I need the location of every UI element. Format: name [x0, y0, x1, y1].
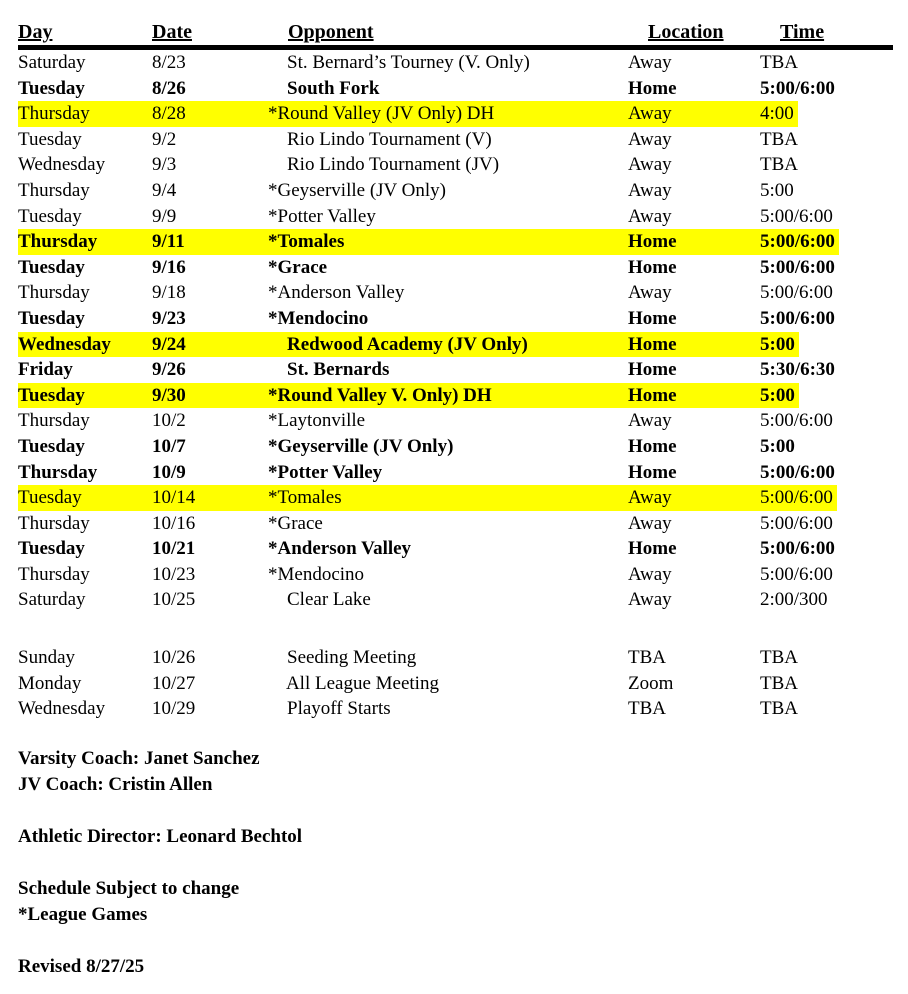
- day-cell: Wednesday: [18, 698, 106, 720]
- day-cell: Wednesday: [18, 154, 106, 176]
- opponent-cell: Rio Lindo Tournament (V): [268, 128, 492, 150]
- table-row: [18, 229, 893, 255]
- time-cell: 5:00: [760, 179, 794, 201]
- time-cell: 5:00: [760, 384, 795, 406]
- table-row-content: [18, 485, 837, 511]
- document-footer: [18, 746, 893, 980]
- date-cell: 9/30: [152, 384, 186, 406]
- table-row-content: [18, 332, 799, 358]
- table-row: [18, 76, 893, 102]
- table-row-content: [18, 152, 798, 178]
- table-row: [18, 178, 893, 204]
- location-cell: Away: [628, 205, 672, 227]
- table-row-content: [18, 434, 795, 460]
- date-cell: 8/23: [152, 52, 186, 73]
- table-row-content: [18, 357, 835, 383]
- day-cell: Thursday: [18, 231, 98, 253]
- time-cell: TBA: [760, 128, 798, 150]
- location-cell: TBA: [628, 698, 666, 720]
- date-cell: 8/26: [152, 77, 186, 99]
- league-games-note-line: *League Games: [18, 903, 148, 925]
- day-cell: Tuesday: [18, 205, 82, 227]
- time-cell: 5:00/6:00: [760, 487, 833, 509]
- date-cell: 8/28: [152, 103, 186, 125]
- location-cell: Home: [628, 307, 677, 329]
- location-cell: Away: [628, 128, 672, 150]
- day-cell: Tuesday: [18, 384, 85, 406]
- time-cell: TBA: [760, 154, 798, 176]
- time-cell: 5:00: [760, 333, 795, 355]
- time-cell: 2:00/300: [760, 589, 828, 611]
- day-cell: Tuesday: [18, 77, 85, 99]
- date-cell: 9/11: [152, 231, 185, 253]
- table-header-row: [18, 22, 893, 50]
- table-row: [18, 671, 893, 697]
- opponent-cell: *Anderson Valley: [268, 282, 405, 304]
- table-row-content: [18, 178, 794, 204]
- opponent-cell: *Round Valley V. Only) DH: [268, 384, 492, 406]
- time-cell: 5:00/6:00: [760, 282, 833, 304]
- opponent-cell: *Grace: [268, 512, 323, 534]
- table-row-content: [18, 562, 833, 588]
- date-cell: 9/23: [152, 307, 186, 329]
- date-cell: 10/26: [152, 647, 196, 669]
- date-cell: 10/27: [152, 672, 196, 694]
- location-cell: Home: [628, 359, 677, 381]
- day-cell: Thursday: [18, 410, 90, 432]
- opponent-cell: *Round Valley (JV Only) DH: [268, 103, 495, 125]
- location-cell: Home: [628, 461, 677, 483]
- time-cell: 5:30/6:30: [760, 359, 835, 381]
- opponent-cell: *Tomales: [268, 231, 345, 253]
- table-row-content: [18, 280, 833, 306]
- opponent-cell: *Tomales: [268, 487, 342, 509]
- date-cell: 10/16: [152, 512, 196, 534]
- opponent-cell: Rio Lindo Tournament (JV): [268, 154, 500, 176]
- location-cell: Away: [628, 589, 672, 611]
- table-row: [18, 408, 893, 434]
- day-cell: Tuesday: [18, 307, 85, 329]
- table-row: [18, 645, 893, 671]
- opponent-cell: *Mendocino: [268, 307, 369, 329]
- table-row-content: [18, 460, 835, 486]
- time-cell: 5:00/6:00: [760, 410, 833, 432]
- time-cell: 5:00/6:00: [760, 512, 833, 534]
- time-cell: TBA: [760, 672, 798, 694]
- date-cell: 9/24: [152, 333, 186, 355]
- table-row-content: [18, 408, 833, 434]
- table-row: [18, 485, 893, 511]
- table-row: [18, 332, 893, 358]
- opponent-cell: Seeding Meeting: [268, 647, 417, 669]
- coach-block: [18, 746, 893, 798]
- date-cell: 9/9: [152, 205, 177, 227]
- date-cell: 9/4: [152, 179, 177, 201]
- date-cell: 10/9: [152, 461, 186, 483]
- table-row-content: [18, 671, 798, 697]
- jv-coach-line: JV Coach: Cristin Allen: [18, 773, 213, 795]
- location-cell: Away: [628, 52, 672, 73]
- time-cell: TBA: [760, 698, 798, 720]
- varsity-coach-line: Varsity Coach: Janet Sanchez: [18, 747, 260, 769]
- opponent-cell: St. Bernard’s Tourney (V. Only): [268, 52, 530, 73]
- schedule-rows: [18, 50, 893, 722]
- location-cell: Away: [628, 512, 672, 534]
- day-cell: Monday: [18, 672, 82, 694]
- location-cell: Home: [628, 333, 677, 355]
- location-cell: Home: [628, 256, 677, 278]
- table-row-content: [18, 511, 833, 537]
- location-cell: Zoom: [628, 672, 674, 694]
- opponent-cell: Playoff Starts: [268, 698, 391, 720]
- location-cell: Away: [628, 103, 672, 125]
- table-row: [18, 587, 893, 613]
- location-cell: Home: [628, 384, 677, 406]
- table-row-content: [18, 536, 835, 562]
- table-row-content: [18, 229, 839, 255]
- blank-line: [18, 613, 893, 645]
- table-row: [18, 204, 893, 230]
- time-cell: 5:00/6:00: [760, 256, 835, 278]
- table-row-content: [18, 383, 799, 409]
- day-cell: Wednesday: [18, 333, 111, 355]
- date-cell: 9/2: [152, 128, 177, 150]
- notes-block: [18, 876, 893, 928]
- time-cell: 5:00: [760, 435, 795, 457]
- table-row: [18, 460, 893, 486]
- table-row-content: [18, 255, 835, 281]
- table-row: [18, 152, 893, 178]
- day-cell: Sunday: [18, 647, 75, 669]
- day-cell: Tuesday: [18, 435, 85, 457]
- location-cell: Home: [628, 538, 677, 560]
- table-row: [18, 562, 893, 588]
- day-cell: Thursday: [18, 461, 98, 483]
- location-cell: Home: [628, 231, 677, 253]
- location-cell: Away: [628, 154, 672, 176]
- table-row: [18, 696, 893, 722]
- time-cell: 5:00/6:00: [760, 231, 835, 253]
- table-row-content: [18, 306, 835, 332]
- date-cell: 9/26: [152, 359, 186, 381]
- day-cell: Thursday: [18, 103, 90, 125]
- table-row-content: [18, 76, 835, 102]
- time-cell: 4:00: [760, 103, 794, 125]
- schedule-note-line: Schedule Subject to change: [18, 877, 240, 899]
- location-cell: Away: [628, 282, 672, 304]
- date-cell: 10/21: [152, 538, 196, 560]
- day-cell: Tuesday: [18, 538, 85, 560]
- opponent-cell: Redwood Academy (JV Only): [268, 333, 528, 355]
- opponent-cell: St. Bernards: [268, 359, 390, 381]
- opponent-cell: All League Meeting: [268, 672, 439, 694]
- time-cell: TBA: [760, 647, 798, 669]
- table-row: [18, 383, 893, 409]
- time-cell: 5:00/6:00: [760, 538, 835, 560]
- opponent-cell: *Geyserville (JV Only): [268, 179, 447, 201]
- opponent-cell: *Mendocino: [268, 563, 365, 585]
- location-cell: Away: [628, 179, 672, 201]
- table-row-content: [18, 696, 798, 722]
- time-cell: 5:00/6:00: [760, 563, 833, 585]
- table-row: [18, 536, 893, 562]
- date-cell: 10/14: [152, 487, 196, 509]
- table-row: [18, 50, 893, 76]
- location-cell: Away: [628, 563, 672, 585]
- location-cell: Home: [628, 77, 677, 99]
- opponent-cell: South Fork: [268, 77, 380, 99]
- column-header-date: Date: [152, 21, 192, 43]
- table-row: [18, 357, 893, 383]
- revised-line: Revised 8/27/25: [18, 955, 145, 977]
- date-cell: 10/7: [152, 435, 186, 457]
- opponent-cell: *Geyserville (JV Only): [268, 435, 454, 457]
- table-row-content: [18, 50, 798, 76]
- athletic-director-line: Athletic Director: Leonard Bechtol: [18, 825, 303, 847]
- time-cell: 5:00/6:00: [760, 205, 833, 227]
- day-cell: Thursday: [18, 282, 90, 304]
- table-row-content: [18, 587, 828, 613]
- date-cell: 10/29: [152, 698, 196, 720]
- opponent-cell: Clear Lake: [268, 589, 371, 611]
- table-row-content: [18, 645, 798, 671]
- column-header-location: Location: [648, 21, 724, 43]
- date-cell: 10/2: [152, 410, 186, 432]
- location-cell: Home: [628, 435, 677, 457]
- day-cell: Thursday: [18, 563, 90, 585]
- table-row-content: [18, 101, 798, 127]
- table-row: [18, 306, 893, 332]
- column-header-day: Day: [18, 21, 53, 43]
- table-row: [18, 511, 893, 537]
- column-header-opponent: Opponent: [288, 21, 374, 43]
- table-row: [18, 434, 893, 460]
- document-content: [18, 22, 893, 980]
- date-cell: 9/18: [152, 282, 186, 304]
- table-row: [18, 127, 893, 153]
- day-cell: Thursday: [18, 179, 90, 201]
- time-cell: 5:00/6:00: [760, 461, 835, 483]
- table-row: [18, 280, 893, 306]
- date-cell: 9/3: [152, 154, 177, 176]
- column-header-time: Time: [780, 21, 825, 43]
- table-row-content: [18, 127, 798, 153]
- day-cell: Tuesday: [18, 256, 85, 278]
- location-cell: Away: [628, 487, 672, 509]
- day-cell: Saturday: [18, 589, 86, 611]
- opponent-cell: *Anderson Valley: [268, 538, 412, 560]
- location-cell: TBA: [628, 647, 666, 669]
- table-row: [18, 101, 893, 127]
- opponent-cell: *Potter Valley: [268, 461, 383, 483]
- time-cell: 5:00/6:00: [760, 307, 835, 329]
- opponent-cell: *Laytonville: [268, 410, 366, 432]
- date-cell: 9/16: [152, 256, 186, 278]
- day-cell: Friday: [18, 359, 73, 381]
- day-cell: Tuesday: [18, 487, 82, 509]
- opponent-cell: *Grace: [268, 256, 328, 278]
- table-row: [18, 255, 893, 281]
- day-cell: Thursday: [18, 512, 90, 534]
- table-row-content: [18, 204, 833, 230]
- day-cell: Tuesday: [18, 128, 82, 150]
- time-cell: TBA: [760, 52, 798, 73]
- day-cell: Saturday: [18, 52, 86, 73]
- date-cell: 10/23: [152, 563, 196, 585]
- opponent-cell: *Potter Valley: [268, 205, 376, 227]
- location-cell: Away: [628, 410, 672, 432]
- time-cell: 5:00/6:00: [760, 77, 835, 99]
- date-cell: 10/25: [152, 589, 196, 611]
